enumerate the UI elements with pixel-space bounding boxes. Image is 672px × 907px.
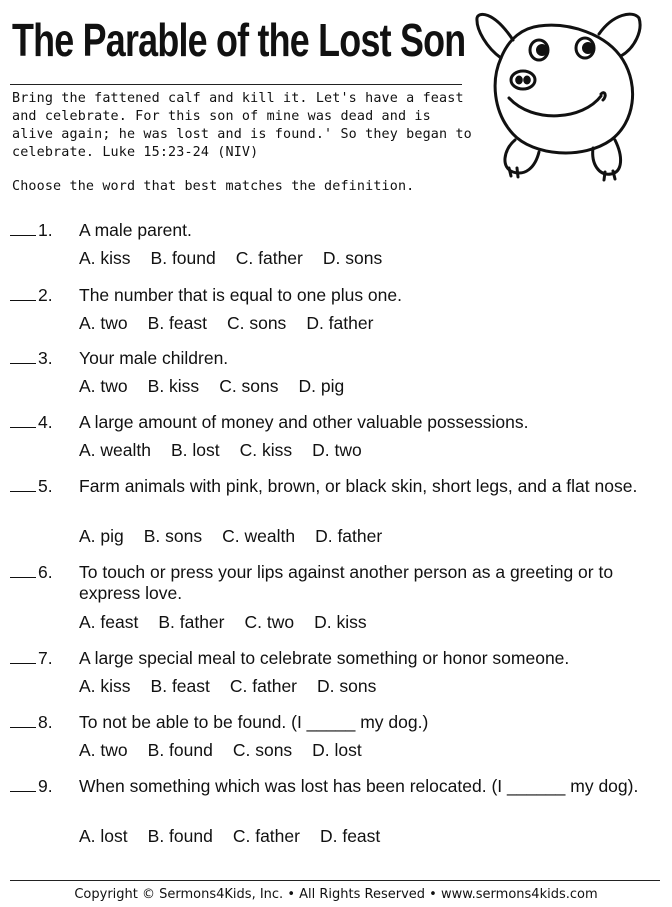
question-text: A male parent.: [79, 220, 192, 240]
option-a[interactable]: A. pig: [79, 526, 124, 546]
answer-options: [79, 676, 396, 697]
copyright-footer: Copyright © Sermons4Kids, Inc. • All Rights Reserved • www.sermons4kids.com: [74, 887, 598, 902]
question-text: A large special meal to celebrate something or honor someone.: [79, 648, 570, 668]
answer-options: [79, 313, 393, 334]
option-a[interactable]: A. two: [79, 376, 128, 396]
question-text: When something which was lost has been relocated. (I ______ my dog).: [79, 776, 639, 796]
option-b[interactable]: B. feast: [147, 313, 207, 333]
option-a[interactable]: A. lost: [79, 826, 128, 846]
option-a[interactable]: A. two: [79, 313, 128, 333]
question-number: 5.: [38, 476, 53, 496]
option-d[interactable]: D. sons: [317, 676, 377, 696]
answer-blank[interactable]: [10, 663, 36, 664]
option-c[interactable]: C. wealth: [222, 526, 296, 546]
option-d[interactable]: D. kiss: [314, 612, 367, 632]
page-title: The Parable of the Lost Son: [12, 14, 466, 66]
option-b[interactable]: B. found: [147, 826, 213, 846]
question-number: 9.: [38, 776, 53, 796]
option-b[interactable]: B. sons: [143, 526, 203, 546]
question-text: A large amount of money and other valuable possessions.: [79, 412, 529, 432]
question-number: 1.: [38, 220, 53, 240]
option-b[interactable]: B. feast: [150, 676, 210, 696]
option-d[interactable]: D. sons: [322, 248, 383, 268]
option-a[interactable]: A. feast: [79, 612, 139, 632]
footer-divider: [10, 880, 660, 881]
answer-options: [79, 440, 382, 461]
question-text: Farm animals with pink, brown, or black skin, short legs, and a flat nose.: [79, 476, 638, 496]
option-b[interactable]: B. lost: [170, 440, 220, 460]
question-number: 7.: [38, 648, 53, 668]
option-c[interactable]: C. father: [229, 676, 298, 696]
option-d[interactable]: D. pig: [298, 376, 345, 396]
answer-blank[interactable]: [10, 491, 36, 492]
option-d[interactable]: D. feast: [319, 826, 381, 846]
question-number: 4.: [38, 412, 53, 432]
option-d[interactable]: D. two: [312, 440, 362, 460]
option-b[interactable]: B. kiss: [147, 376, 200, 396]
pig-icon: [473, 0, 653, 188]
option-c[interactable]: C. sons: [226, 313, 287, 333]
option-c[interactable]: C. sons: [219, 376, 279, 396]
question-number: 8.: [38, 712, 53, 732]
answer-blank[interactable]: [10, 727, 36, 728]
answer-blank[interactable]: [10, 235, 36, 236]
answer-blank[interactable]: [10, 577, 36, 578]
question-text: The number that is equal to one plus one.: [79, 285, 402, 305]
option-b[interactable]: B. father: [158, 612, 225, 632]
option-b[interactable]: B. found: [150, 248, 216, 268]
question-number: 6.: [38, 562, 53, 582]
option-c[interactable]: C. two: [244, 612, 295, 632]
option-d[interactable]: D. father: [306, 313, 374, 333]
answer-options: [79, 740, 382, 761]
question-number: 3.: [38, 348, 53, 368]
answer-options: [79, 826, 400, 847]
answer-blank[interactable]: [10, 791, 36, 792]
answer-options: [79, 248, 402, 269]
question-text: Your male children.: [79, 348, 229, 368]
option-c[interactable]: C. sons: [232, 740, 293, 760]
answer-options: [79, 612, 387, 633]
instructions: Choose the word that best matches the definition.: [12, 179, 415, 194]
question-number: 2.: [38, 285, 53, 305]
title-divider: [10, 84, 462, 85]
option-b[interactable]: B. found: [147, 740, 213, 760]
question-text: To not be able to be found. (I _____ my dog.): [79, 712, 429, 732]
option-d[interactable]: D. lost: [312, 740, 362, 760]
option-a[interactable]: A. two: [79, 740, 128, 760]
answer-options: [79, 526, 402, 547]
option-c[interactable]: C. father: [235, 248, 303, 268]
option-c[interactable]: C. father: [232, 826, 300, 846]
answer-blank[interactable]: [10, 363, 36, 364]
option-a[interactable]: A. kiss: [79, 676, 131, 696]
option-d[interactable]: D. father: [315, 526, 383, 546]
option-c[interactable]: C. kiss: [239, 440, 293, 460]
option-a[interactable]: A. wealth: [79, 440, 151, 460]
question-text: To touch or press your lips against another person as a greeting or to express love.: [79, 562, 614, 603]
answer-blank[interactable]: [10, 300, 36, 301]
answer-blank[interactable]: [10, 427, 36, 428]
scripture-passage: Bring the fattened calf and kill it. Let's have a feast and celebrate. For this son of mine was dead and is alive again; he was lost and is found.' So they began to celebrate. Luke 15:23-24 (NIV): [12, 91, 472, 160]
answer-options: [79, 376, 364, 397]
option-a[interactable]: A. kiss: [79, 248, 131, 268]
